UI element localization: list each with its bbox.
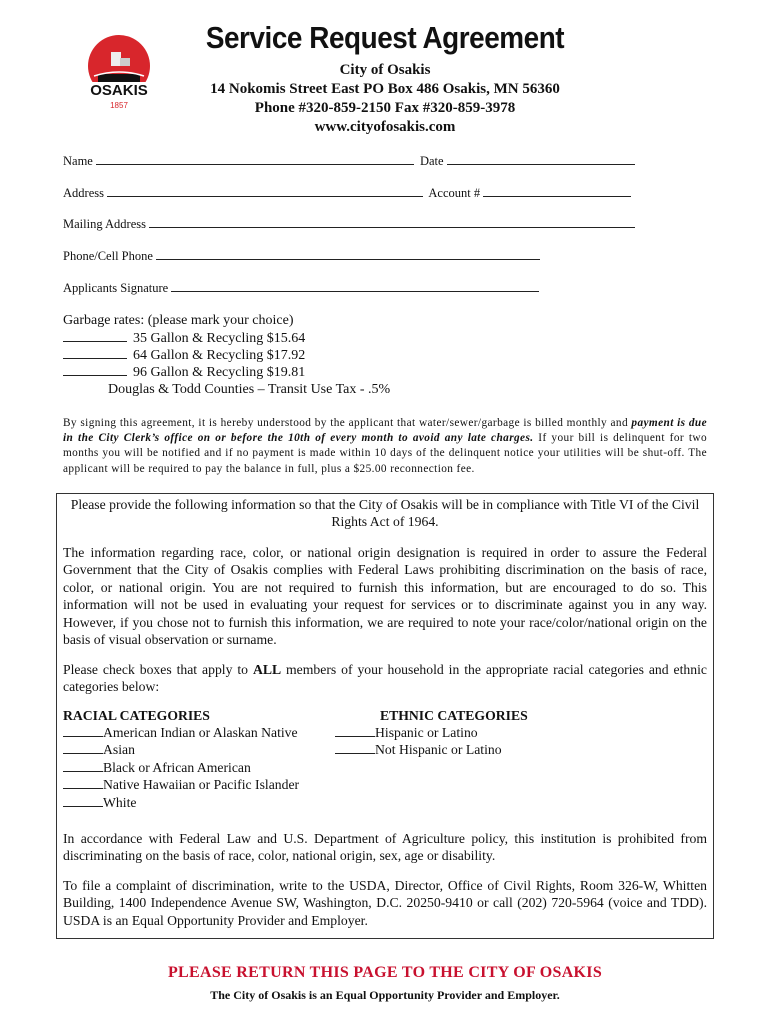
page-title: Service Request Agreement <box>205 20 565 55</box>
name-field[interactable] <box>96 154 414 165</box>
phone-label: Phone/Cell Phone <box>63 249 153 263</box>
rates-heading: Garbage rates: (please mark your choice) <box>63 313 294 328</box>
due-date-notice: payment is due in the City Clerk’s office on or before the 10th of every month to avoid any late charges. <box>63 417 708 445</box>
racial-option: Black or African American <box>63 759 299 776</box>
usda-complaint: To file a complaint of discrimination, write to the USDA, Director, Office of Civil Rights, Room 326-W, Whitten Building, 1400 Independence Avenue SW, Washington, D.C. 20250-9410 or call (202) 720-5964 (voice and TDD). USDA is an Equal Opportunity Provider and Employer. <box>63 878 707 928</box>
logo-name: OSAKIS <box>90 82 148 99</box>
city-logo <box>80 32 158 114</box>
mailing-label: Mailing Address <box>63 217 146 231</box>
date-field[interactable] <box>447 154 635 165</box>
address-account-row <box>63 186 634 201</box>
tax-note: Douglas & Todd Counties – Transit Use Tax - .5% <box>108 382 391 397</box>
rate-choice-blank[interactable] <box>63 329 127 342</box>
rate-choice-blank[interactable] <box>63 363 127 376</box>
civil-rights-paragraph: The information regarding race, color, or national origin designation is required in order to assure the Federal Government that the City of Osakis complies with Federal Laws prohibiting discrimination on the basis of race, color, or national origin. You are not required to furnish this information, but are encouraged to do so. This information will not be used in evaluating your request for services or to discriminate against you in any way. However, if you chose not to furnish this information, we are required to note your race/color/national origin on the basis of visual observation or surname. <box>63 545 707 648</box>
name-date-row <box>63 154 638 169</box>
rate-option: 96 Gallon & Recycling $19.81 <box>63 363 305 381</box>
address-field[interactable] <box>107 186 423 197</box>
signature-field[interactable] <box>171 281 539 292</box>
mailing-row <box>63 217 638 232</box>
phone-row <box>63 249 543 264</box>
check-instructions: Please check boxes that apply to ALL members of your household in the appropriate racial categories and ethnic categories below: <box>63 662 707 695</box>
header-phone: Phone #320-859-2150 Fax #320-859-3978 <box>254 100 516 116</box>
billing-notice: By signing this agreement, it is hereby understood by the applicant that water/sewer/garbage is billed monthly and payment is due in the City Clerk’s office on or before the 10th of every month to avoid any late charges. If your bill is delinquent for two months you will be notified and if no payment is made within 10 days of the delinquent notice your utilities will be shut-off. The applicant will be required to pay the balance in full, plus a $25.00 reconnection fee. <box>63 417 708 475</box>
signature-label: Applicants Signature <box>63 281 169 295</box>
rate-choice-blank[interactable] <box>63 346 127 359</box>
account-label: Account # <box>428 186 481 200</box>
return-instruction: PLEASE RETURN THIS PAGE TO THE CITY OF OSAKIS <box>167 964 603 981</box>
racial-option: White <box>63 794 299 811</box>
name-label: Name <box>63 154 93 168</box>
civil-rights-intro: Please provide the following information so that the City of Osakis will be in compliance with Title VI of the Civil Rights Act of 1964. <box>70 497 700 530</box>
signature-row <box>63 281 542 296</box>
header-address: 14 Nokomis Street East PO Box 486 Osakis, MN 56360 <box>210 81 560 97</box>
ethnic-option: Hispanic or Latino <box>335 724 528 741</box>
account-field[interactable] <box>483 186 631 197</box>
eop-statement: The City of Osakis is an Equal Opportunity Provider and Employer. <box>210 988 560 1002</box>
ethnic-categories <box>335 708 528 759</box>
mailing-field[interactable] <box>149 217 635 228</box>
rate-option: 64 Gallon & Recycling $17.92 <box>63 346 305 364</box>
rate-option: 35 Gallon & Recycling $15.64 <box>63 329 305 347</box>
date-label: Date <box>419 154 444 168</box>
address-label: Address <box>63 186 104 200</box>
racial-option: American Indian or Alaskan Native <box>63 724 299 741</box>
racial-categories <box>63 708 299 811</box>
racial-option: Native Hawaiian or Pacific Islander <box>63 776 299 793</box>
phone-field[interactable] <box>156 249 540 260</box>
usda-policy: In accordance with Federal Law and U.S. Department of Agriculture policy, this institution is prohibited from discriminating on the basis of race, color, national origin, sex, age or disability. <box>63 831 707 864</box>
ethnic-option: Not Hispanic or Latino <box>335 741 528 758</box>
header-city: City of Osakis <box>339 62 431 78</box>
racial-heading: RACIAL CATEGORIES <box>63 708 210 723</box>
header-website: www.cityofosakis.com <box>314 119 456 135</box>
racial-option: Asian <box>63 741 299 758</box>
ethnic-heading: ETHNIC CATEGORIES <box>380 708 528 723</box>
logo-year: 1857 <box>110 101 128 110</box>
